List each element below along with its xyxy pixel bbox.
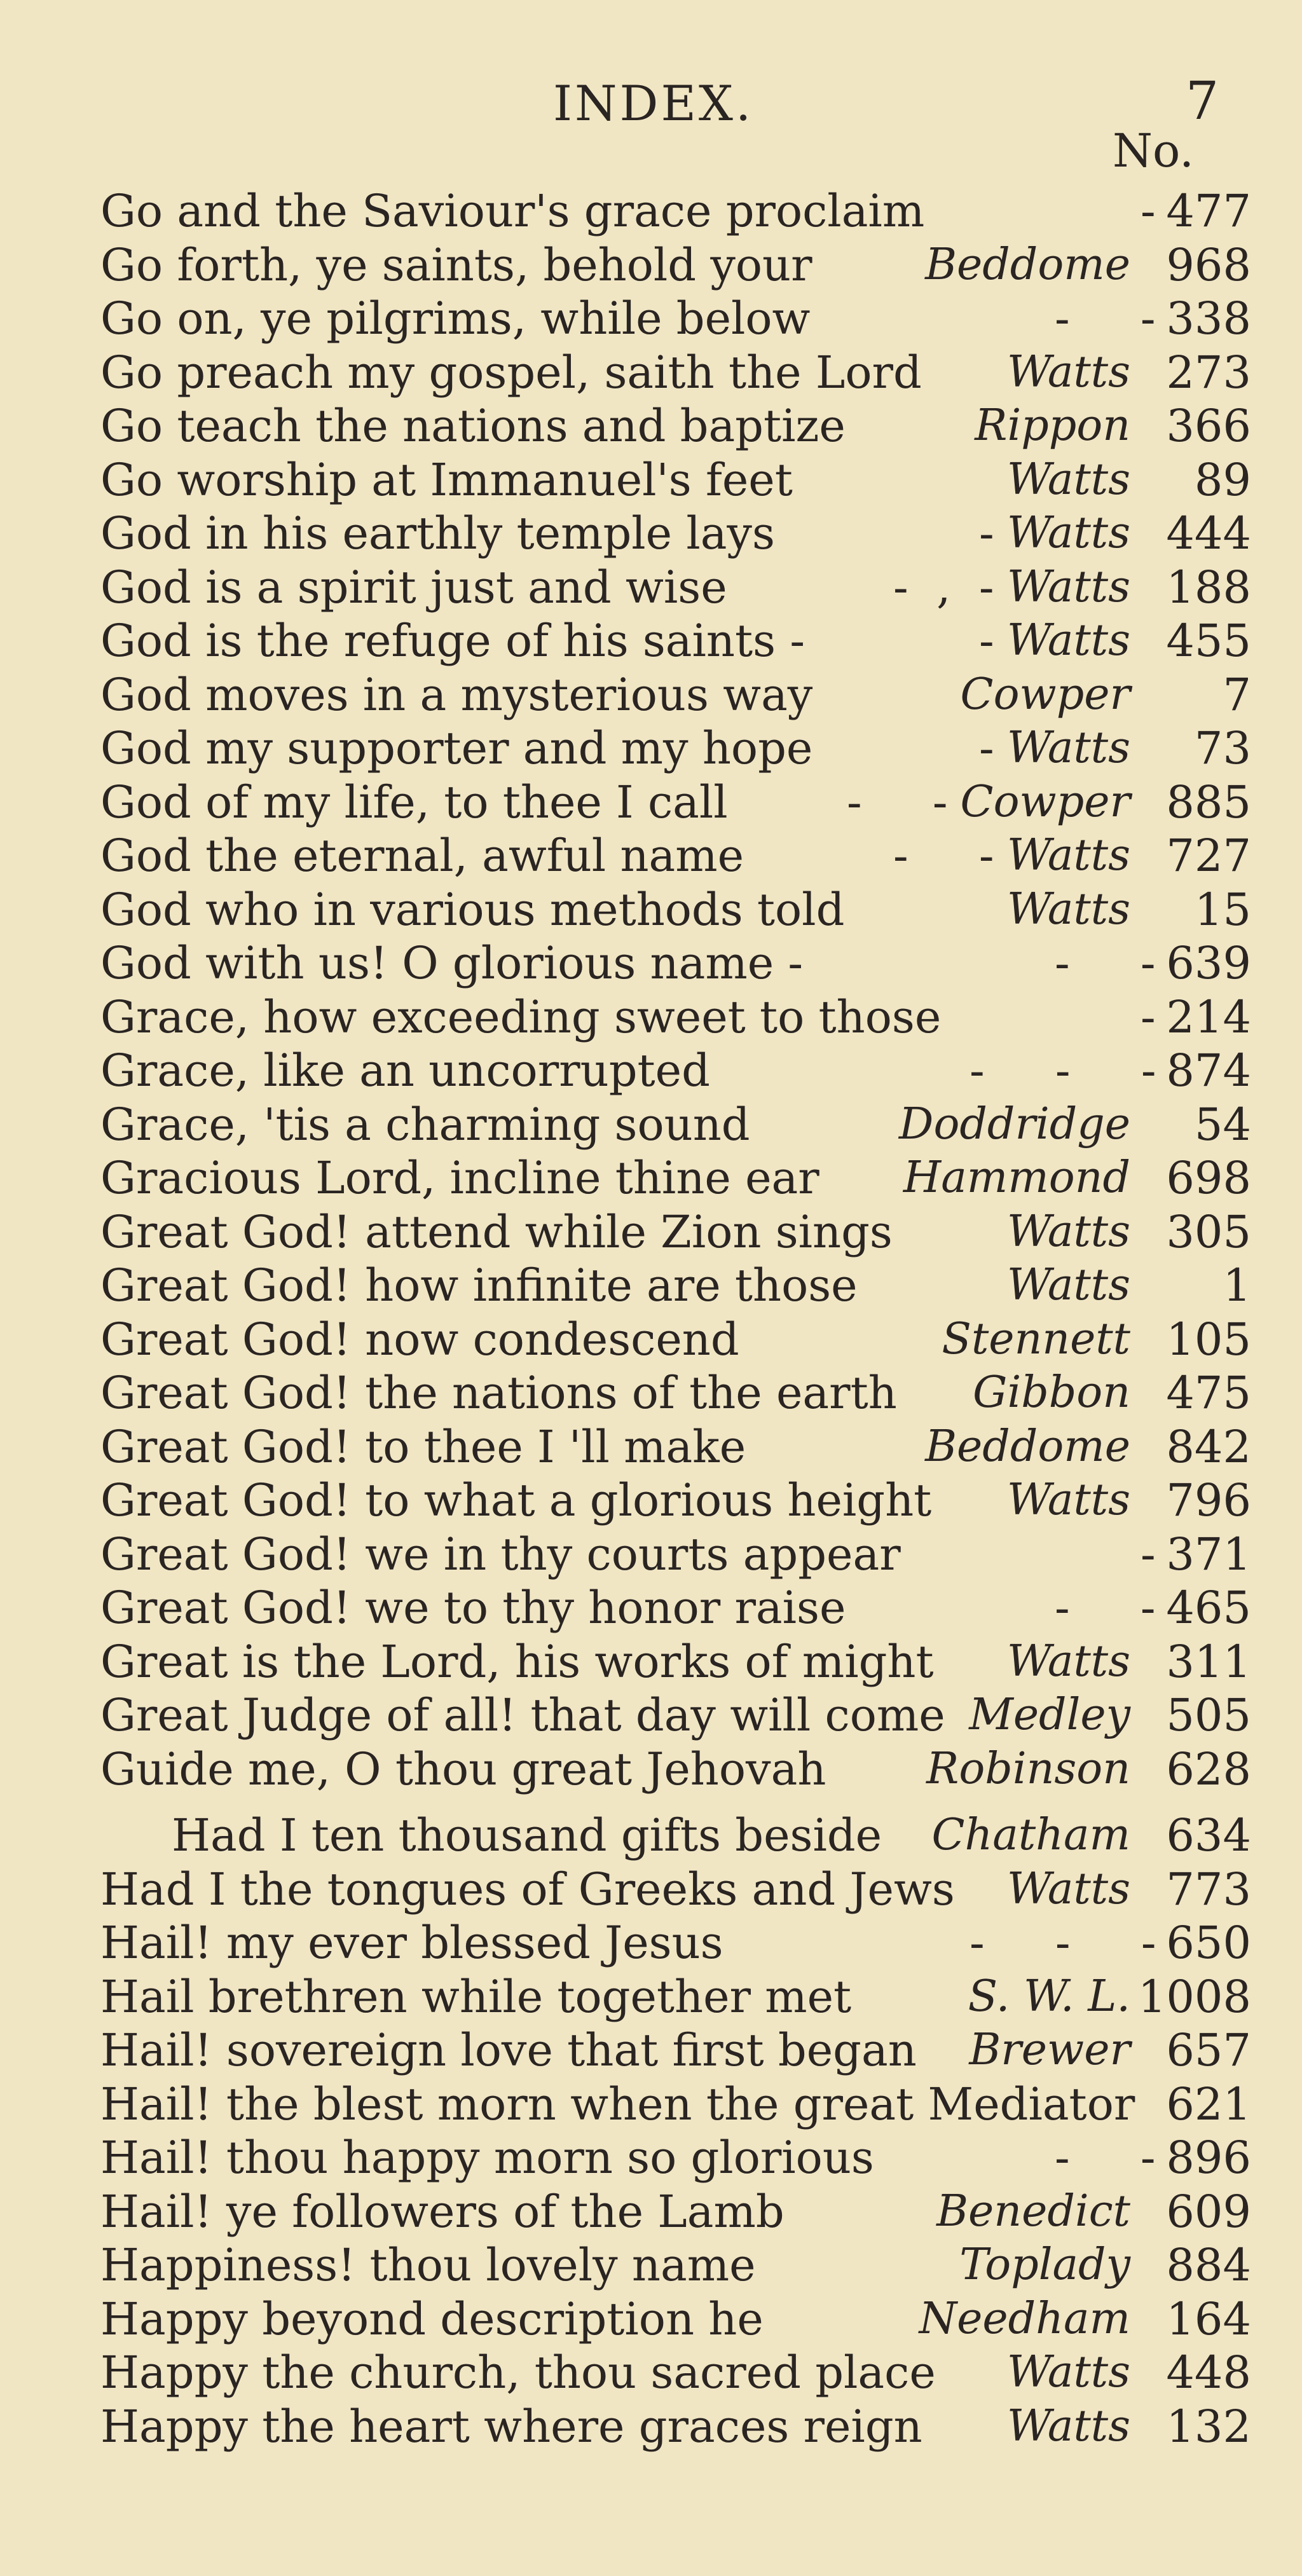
leader-dashes: - - - (970, 1045, 1156, 1097)
index-entry (100, 1098, 1251, 1151)
hymn-number: 455 (1166, 615, 1251, 667)
index-entry (100, 990, 1251, 1044)
hymn-author: Beddome (925, 1421, 1130, 1472)
hymn-first-line: Go worship at Immanuel's feet (100, 453, 793, 506)
hymn-number: 968 (1166, 238, 1251, 291)
hymn-number: 105 (1166, 1313, 1251, 1366)
hymn-first-line: Go teach the nations and baptize (100, 400, 846, 452)
hymn-number: 885 (1166, 776, 1251, 828)
hymn-first-line: Go on, ye pilgrims, while below (100, 292, 811, 345)
index-entry (100, 614, 1251, 668)
leader-dashes: - , - (893, 561, 994, 613)
hymn-number: 698 (1166, 1152, 1251, 1204)
index-entry (100, 1151, 1251, 1205)
index-entry (100, 2078, 1251, 2131)
leader-dashes: - (979, 615, 994, 667)
hymn-number: 609 (1166, 2185, 1251, 2238)
index-entry (100, 1044, 1251, 1097)
hymn-first-line: God is a spirit just and wise (100, 561, 727, 613)
hymn-number: 164 (1166, 2292, 1251, 2345)
hymn-first-line: Happy beyond description he (100, 2292, 764, 2345)
leader-dashes: - (1141, 990, 1156, 1043)
index-entry (100, 2400, 1251, 2453)
hymn-author: Watts (1006, 508, 1130, 558)
hymn-author: Watts (1006, 1206, 1130, 1257)
index-entry (100, 1205, 1251, 1259)
hymn-number: 896 (1166, 2132, 1251, 2184)
hymn-author: Cowper (960, 669, 1130, 720)
leader-dashes: - - (1055, 1582, 1156, 1634)
leader-dashes: - - (847, 776, 948, 828)
leader-dashes: - - (1055, 937, 1156, 989)
hymn-first-line: Hail! sovereign love that first began (100, 2024, 917, 2076)
index-entry (100, 1970, 1251, 2024)
index-entry (100, 1916, 1251, 1970)
number-column-label: No. (1113, 124, 1194, 177)
hymn-author: Watts (1006, 346, 1130, 397)
hymn-number: 796 (1166, 1474, 1251, 1526)
hymn-first-line: God the eternal, awful name (100, 830, 744, 882)
index-entry (100, 1635, 1251, 1689)
hymn-number: 338 (1166, 292, 1251, 345)
hymn-first-line: God in his earthly temple lays (100, 507, 775, 559)
leader-dashes: - - (1055, 292, 1156, 345)
leader-dashes: - - (893, 830, 994, 882)
hymn-number: 73 (1194, 722, 1251, 774)
hymn-author: Stennett (942, 1313, 1130, 1364)
hymn-number: 842 (1166, 1420, 1251, 1473)
hymn-first-line: Grace, how exceeding sweet to those (100, 990, 942, 1043)
hymn-number: 188 (1166, 561, 1251, 613)
hymn-number: 132 (1166, 2400, 1251, 2453)
hymn-author: Watts (1006, 884, 1130, 935)
hymn-number: 273 (1166, 346, 1251, 399)
hymn-number: 628 (1166, 1743, 1251, 1795)
hymn-first-line: Great God! attend while Zion sings (100, 1205, 893, 1258)
hymn-number: 727 (1166, 830, 1251, 882)
hymn-number: 305 (1166, 1205, 1251, 1258)
hymn-first-line: God is the refuge of his saints - (100, 615, 805, 667)
hymn-number: 475 (1166, 1367, 1251, 1419)
hymn-first-line: Great God! we to thy honor raise (100, 1582, 846, 1634)
hymn-first-line: God my supporter and my hope (100, 722, 813, 774)
index-entry (100, 776, 1251, 829)
hymn-first-line: Hail! my ever blessed Jesus (100, 1917, 723, 1969)
hymn-number: 1008 (1137, 1970, 1251, 2023)
hymn-author: Watts (1006, 615, 1130, 666)
hymn-author: Watts (1006, 723, 1130, 773)
hymn-number: 477 (1166, 185, 1251, 237)
page-number: 7 (1186, 71, 1219, 132)
index-entry (100, 184, 1251, 238)
hymn-first-line: Grace, like an uncorrupted (100, 1045, 710, 1097)
hymn-first-line: Happiness! thou lovely name (100, 2239, 756, 2291)
index-entry (100, 1689, 1251, 1742)
hymn-number: 7 (1223, 668, 1251, 721)
index-entry (100, 507, 1251, 560)
index-entry (100, 292, 1251, 345)
hymn-number: 657 (1166, 2024, 1251, 2076)
hymn-author: Toplady (959, 2240, 1130, 2290)
hymn-first-line: Great God! now condescend (100, 1313, 739, 1366)
hymn-author: Watts (1006, 1863, 1130, 1914)
hymn-author: Gibbon (973, 1367, 1130, 1418)
hymn-number: 448 (1166, 2346, 1251, 2399)
hymn-first-line: God with us! O glorious name - (100, 937, 804, 989)
index-entry (100, 668, 1251, 722)
hymn-first-line: Great God! to thee I 'll make (100, 1420, 746, 1473)
hymn-first-line: Had I the tongues of Greeks and Jews (100, 1863, 955, 1915)
hymn-number: 371 (1166, 1528, 1251, 1580)
leader-dashes: - (1141, 1528, 1156, 1580)
index-entry (100, 2185, 1251, 2238)
hymn-number: 505 (1166, 1689, 1251, 1741)
hymn-number: 650 (1166, 1917, 1251, 1969)
hymn-author: Watts (1006, 454, 1130, 505)
index-entry (100, 829, 1251, 882)
hymn-number: 1 (1223, 1259, 1251, 1312)
index-entry (100, 1313, 1251, 1366)
hymn-first-line: Grace, 'tis a charming sound (100, 1098, 750, 1151)
index-entry (100, 2292, 1251, 2346)
index-entry (100, 1474, 1251, 1527)
hymn-number: 634 (1166, 1809, 1251, 1861)
hymn-first-line: Go forth, ye saints, behold your (100, 238, 812, 291)
hymn-first-line: Go and the Saviour's grace proclaim (100, 185, 925, 237)
hymn-author: S. W. L. (968, 1971, 1130, 2022)
hymn-author: Hammond (903, 1153, 1130, 1203)
index-entry (100, 1863, 1251, 1916)
index-entry (100, 2131, 1251, 2184)
hymn-first-line: Hail! the blest morn when the great Mediator (100, 2078, 1135, 2130)
leader-dashes: - (979, 507, 994, 559)
hymn-author: Watts (1006, 1475, 1130, 1525)
index-entry (100, 1528, 1251, 1581)
hymn-first-line: Hail! ye followers of the Lamb (100, 2185, 785, 2238)
hymn-author: Watts (1006, 1260, 1130, 1310)
hymn-first-line: Great is the Lord, his works of might (100, 1635, 934, 1688)
index-entry (100, 399, 1251, 453)
index-entry (100, 346, 1251, 399)
hymn-author: Medley (969, 1690, 1130, 1740)
hymn-first-line: Great Judge of all! that day will come (100, 1689, 945, 1741)
hymn-first-line: Great God! to what a glorious height (100, 1474, 932, 1526)
hymn-author: Watts (1006, 1636, 1130, 1687)
index-entry (100, 238, 1251, 292)
leader-dashes: - (1141, 185, 1156, 237)
leader-dashes: - - - (970, 1917, 1156, 1969)
hymn-author: Needham (919, 2293, 1130, 2344)
hymn-author: Watts (1006, 561, 1130, 612)
hymn-first-line: God who in various methods told (100, 883, 845, 936)
hymn-first-line: Had I ten thousand gifts beside (172, 1809, 882, 1861)
hymn-number: 89 (1194, 453, 1251, 506)
hymn-number: 621 (1166, 2078, 1251, 2130)
hymn-first-line: Hail! thou happy morn so glorious (100, 2132, 874, 2184)
hymn-number: 773 (1166, 1863, 1251, 1915)
page-title: INDEX. (553, 75, 754, 132)
hymn-author: Watts (1006, 2401, 1130, 2451)
hymn-author: Chatham (931, 1810, 1130, 1860)
index-entry (172, 1809, 1251, 1862)
hymn-number: 366 (1166, 400, 1251, 452)
hymn-first-line: God of my life, to thee I call (100, 776, 728, 828)
index-entry (100, 883, 1251, 936)
leader-dashes: - - (1055, 2132, 1156, 2184)
hymn-first-line: Great God! the nations of the earth (100, 1367, 897, 1419)
hymn-number: 15 (1194, 883, 1251, 936)
hymn-first-line: Happy the heart where graces reign (100, 2400, 922, 2453)
hymn-number: 874 (1166, 1045, 1251, 1097)
hymn-number: 444 (1166, 507, 1251, 559)
hymn-author: Beddome (925, 239, 1130, 290)
index-entry (100, 561, 1251, 614)
index-entry (100, 936, 1251, 990)
hymn-author: Watts (1006, 2347, 1130, 2397)
hymn-first-line: Great God! how infinite are those (100, 1259, 858, 1312)
hymn-author: Cowper (960, 776, 1130, 827)
index-entry (100, 453, 1251, 507)
hymn-first-line: Great God! we in thy courts appear (100, 1528, 901, 1580)
hymn-first-line: Happy the church, thou sacred place (100, 2346, 936, 2399)
hymn-first-line: Hail brethren while together met (100, 1970, 852, 2023)
index-entry (100, 1420, 1251, 1474)
hymn-author: Doddridge (898, 1099, 1130, 1149)
hymn-number: 884 (1166, 2239, 1251, 2291)
hymn-first-line: Gracious Lord, incline thine ear (100, 1152, 819, 1204)
hymn-author: Benedict (936, 2186, 1130, 2237)
hymn-number: 311 (1166, 1635, 1251, 1688)
hymn-author: Robinson (926, 1743, 1130, 1794)
hymn-number: 639 (1166, 937, 1251, 989)
hymn-author: Rippon (975, 401, 1130, 451)
hymn-first-line: Go preach my gospel, saith the Lord (100, 346, 922, 399)
hymn-author: Watts (1006, 830, 1130, 880)
hymn-author: Brewer (969, 2025, 1130, 2075)
index-entry (100, 2024, 1251, 2077)
index-entry (100, 1581, 1251, 1634)
hymn-number: 465 (1166, 1582, 1251, 1634)
hymn-number: 214 (1166, 990, 1251, 1043)
index-entry (100, 1743, 1251, 1796)
hymn-first-line: Guide me, O thou great Jehovah (100, 1743, 826, 1795)
index-entry (100, 1366, 1251, 1420)
leader-dashes: - (979, 722, 994, 774)
index-entry (100, 1259, 1251, 1312)
hymn-first-line: God moves in a mysterious way (100, 668, 813, 721)
index-entry (100, 2238, 1251, 2292)
index-entry (100, 722, 1251, 775)
index-entry (100, 2346, 1251, 2399)
hymn-number: 54 (1194, 1098, 1251, 1151)
